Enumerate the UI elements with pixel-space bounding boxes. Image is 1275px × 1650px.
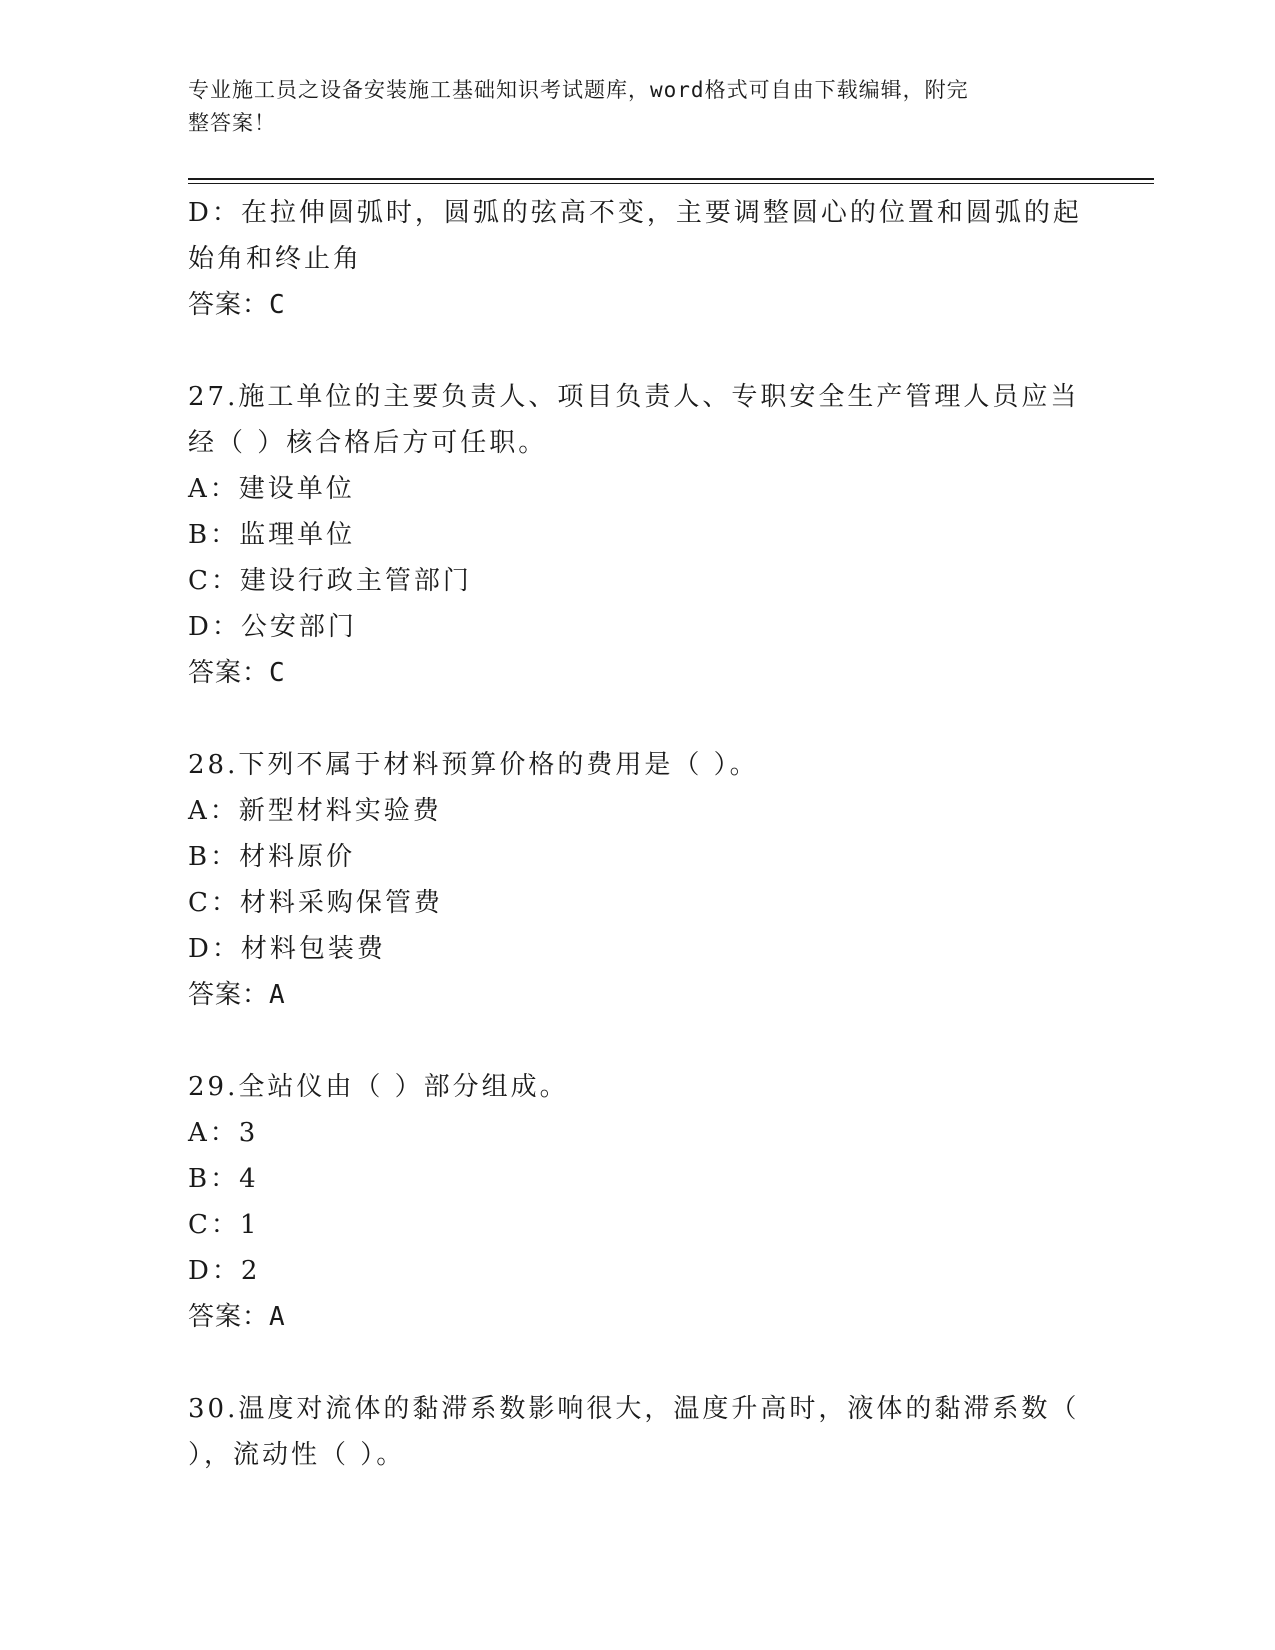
header-line-2: 整答案！	[188, 111, 276, 135]
option-d: D：在拉伸圆弧时，圆弧的弦高不变，主要调整圆心的位置和圆弧的起	[188, 198, 1082, 228]
document-header	[188, 74, 1068, 140]
option-b: B：4	[188, 1164, 259, 1194]
question-text-continued: ），流动性（ ）。	[188, 1440, 406, 1470]
option-c: C：材料采购保管费	[188, 888, 443, 918]
option-a: A：建设单位	[188, 474, 355, 504]
answer: 答案：A	[188, 1302, 286, 1332]
option-a: A：3	[188, 1118, 259, 1148]
header-rule-thin	[188, 183, 1154, 184]
question-text-continued: 经（ ）核合格后方可任职。	[188, 428, 548, 458]
question-text: 27.施工单位的主要负责人、项目负责人、专职安全生产管理人员应当	[188, 382, 1080, 412]
question-text: 30.温度对流体的黏滞系数影响很大，温度升高时，液体的黏滞系数（	[188, 1394, 1080, 1424]
answer: 答案：A	[188, 980, 286, 1010]
question-29	[188, 1064, 1088, 1340]
option-d: D：公安部门	[188, 612, 357, 642]
question-text: 28.下列不属于材料预算价格的费用是（ ）。	[188, 750, 759, 780]
option-c: C：1	[188, 1210, 260, 1240]
answer: 答案：C	[188, 658, 286, 688]
question-text: 29.全站仪由（ ）部分组成。	[188, 1072, 569, 1102]
question-27	[188, 374, 1088, 696]
header-line-1: 专业施工员之设备安装施工基础知识考试题库，word格式可自由下载编辑，附完	[188, 78, 969, 102]
option-d-continued: 始角和终止角	[188, 244, 363, 274]
question-30	[188, 1386, 1088, 1478]
header-rule-thick	[188, 178, 1154, 180]
option-a: A：新型材料实验费	[188, 796, 442, 826]
option-b: B：材料原价	[188, 842, 356, 872]
question-list	[188, 190, 1088, 1478]
question-28	[188, 742, 1088, 1018]
answer: 答案：C	[188, 290, 286, 320]
option-d: D：2	[188, 1256, 261, 1286]
option-b: B：监理单位	[188, 520, 356, 550]
option-c: C：建设行政主管部门	[188, 566, 472, 596]
question-26-fragment	[188, 190, 1088, 328]
option-d: D：材料包装费	[188, 934, 386, 964]
